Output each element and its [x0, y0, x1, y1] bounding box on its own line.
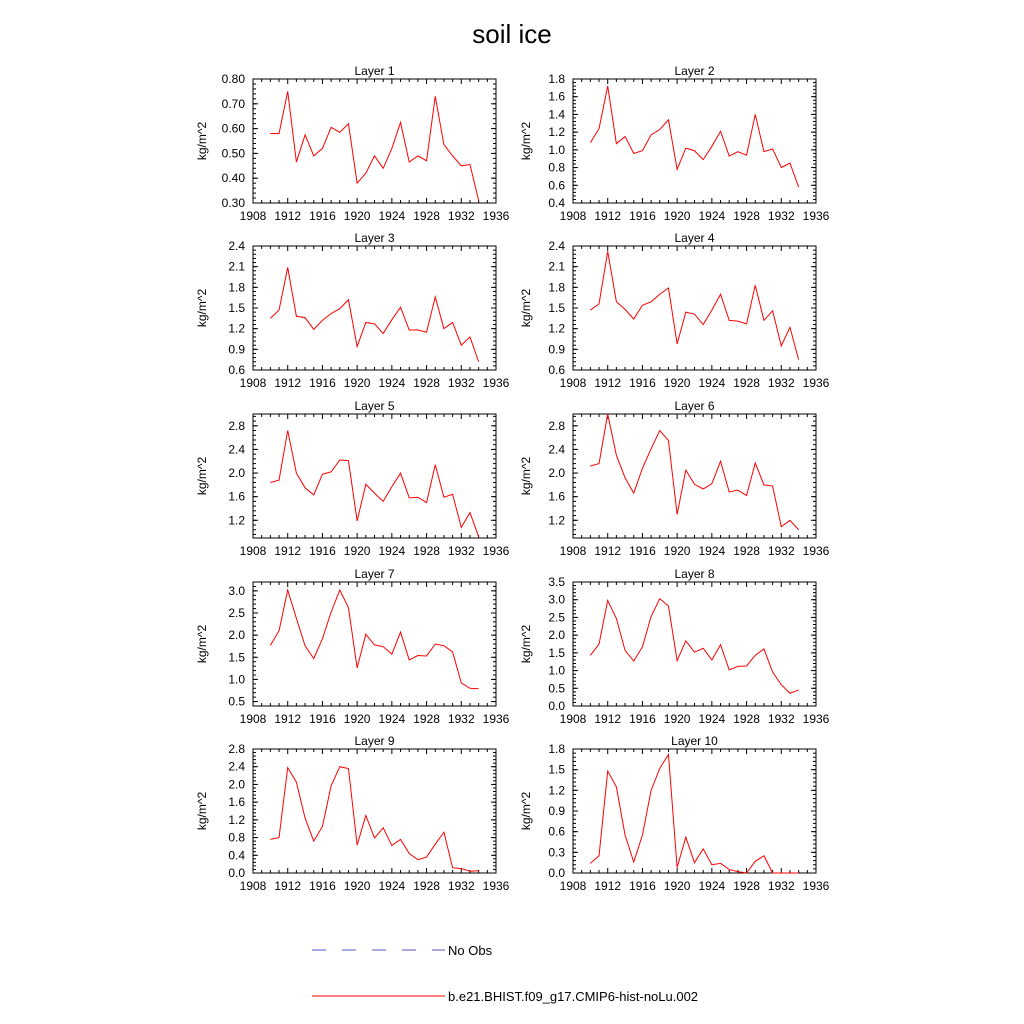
panel-layer-7	[195, 567, 510, 726]
x-tick-label: 1924	[698, 209, 726, 223]
x-tick-label: 1912	[594, 376, 622, 390]
y-axis-label: kg/m^2	[195, 791, 209, 831]
x-tick-label: 1928	[733, 712, 760, 726]
y-tick-label: 1.8	[548, 72, 565, 86]
series-line	[270, 590, 478, 689]
panel-layer-8	[519, 567, 830, 726]
x-tick-label: 1936	[482, 712, 510, 726]
x-tick-label: 1924	[698, 712, 726, 726]
x-tick-label: 1908	[559, 879, 587, 893]
y-tick-label: 1.5	[548, 301, 565, 315]
x-tick-label: 1908	[239, 376, 267, 390]
series-line	[590, 86, 798, 187]
x-tick-label: 1920	[343, 209, 371, 223]
y-axis-label: kg/m^2	[519, 456, 533, 496]
y-tick-label: 1.5	[548, 762, 565, 777]
x-tick-label: 1936	[482, 879, 510, 893]
y-tick-label: 2.0	[548, 628, 565, 643]
x-tick-label: 1912	[274, 712, 302, 726]
panel-title: Layer 7	[354, 567, 395, 581]
y-tick-label: 0.6	[548, 178, 565, 193]
y-tick-label: 0.60	[221, 121, 245, 136]
x-tick-label: 1916	[629, 712, 656, 726]
y-axis-label: kg/m^2	[195, 121, 209, 161]
x-tick-label: 1916	[629, 209, 656, 223]
x-tick-label: 1916	[629, 879, 656, 893]
y-axis-label: kg/m^2	[195, 624, 209, 664]
x-tick-label: 1920	[663, 376, 691, 390]
figure-title: soil ice	[472, 19, 552, 49]
y-tick-label: 0.8	[228, 830, 245, 845]
y-tick-label: 0.5	[548, 681, 565, 696]
x-tick-label: 1936	[802, 544, 830, 558]
panel-title: Layer 5	[354, 399, 395, 413]
x-tick-label: 1920	[343, 712, 371, 726]
panel-title: Layer 8	[674, 567, 715, 581]
y-tick-label: 2.5	[548, 610, 565, 625]
x-tick-label: 1912	[274, 376, 302, 390]
x-tick-label: 1916	[309, 712, 336, 726]
y-tick-label: 1.2	[548, 783, 565, 798]
x-tick-label: 1932	[767, 544, 795, 558]
series-line	[270, 767, 478, 872]
legend-label-model: b.e21.BHIST.f09_g17.CMIP6-hist-noLu.002	[448, 989, 699, 1004]
x-tick-label: 1924	[698, 376, 726, 390]
panel-layer-6	[519, 399, 830, 558]
panel-layer-9	[195, 734, 510, 893]
y-tick-label: 1.0	[228, 672, 245, 687]
plot-frame	[253, 79, 496, 203]
x-tick-label: 1924	[378, 209, 406, 223]
y-tick-label: 1.8	[228, 280, 245, 295]
x-tick-label: 1912	[274, 544, 302, 558]
plot-frame	[253, 582, 496, 706]
plot-frame	[253, 749, 496, 873]
panel-layer-2	[519, 64, 830, 223]
x-tick-label: 1928	[733, 376, 760, 390]
y-axis-label: kg/m^2	[195, 456, 209, 496]
x-tick-label: 1936	[802, 376, 830, 390]
x-tick-label: 1932	[767, 712, 795, 726]
y-tick-label: 1.8	[548, 280, 565, 295]
x-tick-label: 1912	[594, 209, 622, 223]
y-tick-label: 1.4	[548, 107, 565, 122]
y-tick-label: 3.0	[548, 592, 565, 607]
y-axis-label: kg/m^2	[519, 624, 533, 664]
panel-layer-3	[195, 231, 510, 390]
panel-layer-1	[195, 64, 510, 223]
x-tick-label: 1932	[447, 879, 475, 893]
x-tick-label: 1928	[413, 376, 440, 390]
series-line	[590, 252, 798, 360]
y-tick-label: 0.9	[228, 342, 245, 357]
y-tick-label: 1.5	[228, 650, 245, 665]
y-tick-label: 0.5	[228, 694, 245, 709]
x-tick-label: 1912	[594, 712, 622, 726]
x-tick-label: 1912	[594, 879, 622, 893]
plot-frame	[573, 749, 816, 873]
x-tick-label: 1924	[378, 712, 406, 726]
y-tick-label: 2.0	[228, 466, 245, 481]
y-tick-label: 2.4	[228, 239, 245, 253]
x-tick-label: 1912	[274, 209, 302, 223]
x-tick-label: 1920	[663, 209, 691, 223]
x-tick-label: 1928	[733, 879, 760, 893]
y-tick-label: 1.6	[548, 89, 565, 104]
panel-title: Layer 9	[354, 734, 395, 748]
x-tick-label: 1932	[767, 376, 795, 390]
y-tick-label: 0.50	[221, 146, 245, 161]
x-tick-label: 1928	[733, 209, 760, 223]
x-tick-label: 1936	[482, 544, 510, 558]
x-tick-label: 1916	[309, 879, 336, 893]
x-tick-label: 1928	[413, 544, 440, 558]
y-tick-label: 2.0	[548, 466, 565, 481]
y-tick-label: 2.8	[548, 418, 565, 433]
x-tick-label: 1912	[274, 879, 302, 893]
y-tick-label: 2.4	[548, 239, 565, 253]
y-axis-label: kg/m^2	[195, 288, 209, 328]
y-tick-label: 0.40	[221, 171, 245, 186]
x-tick-label: 1912	[594, 544, 622, 558]
plot-frame	[573, 246, 816, 370]
x-tick-label: 1920	[663, 544, 691, 558]
x-tick-label: 1932	[767, 209, 795, 223]
x-tick-label: 1924	[378, 544, 406, 558]
y-tick-label: 1.6	[228, 489, 245, 504]
panel-layer-4	[519, 231, 830, 390]
x-tick-label: 1932	[447, 209, 475, 223]
y-tick-label: 0.0	[548, 866, 565, 880]
x-tick-label: 1924	[378, 376, 406, 390]
x-tick-label: 1936	[802, 209, 830, 223]
panel-title: Layer 2	[674, 64, 715, 78]
y-tick-label: 0.6	[228, 363, 245, 377]
panel-title: Layer 6	[674, 399, 715, 413]
x-tick-label: 1916	[309, 544, 336, 558]
y-tick-label: 2.8	[228, 742, 245, 756]
series-line	[270, 267, 478, 361]
y-tick-label: 0.0	[228, 866, 245, 880]
x-tick-label: 1920	[343, 544, 371, 558]
x-tick-label: 1928	[413, 209, 440, 223]
y-tick-label: 1.6	[228, 795, 245, 810]
y-tick-label: 0.30	[221, 196, 245, 210]
y-tick-label: 2.5	[228, 606, 245, 620]
x-tick-label: 1920	[343, 376, 371, 390]
y-tick-label: 0.6	[548, 824, 565, 839]
y-tick-label: 2.1	[228, 259, 245, 274]
x-tick-label: 1920	[343, 879, 371, 893]
panel-layer-10	[519, 734, 830, 893]
y-tick-label: 2.0	[228, 628, 245, 643]
y-axis-label: kg/m^2	[519, 288, 533, 328]
x-tick-label: 1936	[482, 209, 510, 223]
plot-frame	[253, 246, 496, 370]
y-tick-label: 2.0	[228, 777, 245, 792]
y-tick-label: 0.4	[548, 196, 565, 210]
x-tick-label: 1920	[663, 879, 691, 893]
y-tick-label: 0.6	[548, 363, 565, 377]
x-tick-label: 1936	[802, 879, 830, 893]
y-tick-label: 1.8	[548, 742, 565, 756]
x-tick-label: 1908	[559, 544, 587, 558]
panel-grid	[195, 64, 830, 893]
y-tick-label: 2.4	[548, 442, 565, 457]
y-tick-label: 0.3	[548, 845, 565, 860]
x-tick-label: 1936	[482, 376, 510, 390]
panel-title: Layer 1	[354, 64, 395, 78]
y-tick-label: 0.8	[548, 160, 565, 175]
y-tick-label: 1.2	[548, 513, 565, 528]
x-tick-label: 1924	[698, 879, 726, 893]
y-tick-label: 0.0	[548, 699, 565, 713]
series-line	[590, 599, 798, 694]
x-tick-label: 1924	[378, 879, 406, 893]
y-tick-label: 2.4	[228, 442, 245, 457]
y-tick-label: 1.2	[548, 321, 565, 336]
x-tick-label: 1908	[239, 209, 267, 223]
y-tick-label: 3.5	[548, 575, 565, 589]
x-tick-label: 1908	[559, 712, 587, 726]
y-tick-label: 1.2	[228, 321, 245, 336]
series-line	[590, 414, 798, 530]
panel-layer-5	[195, 399, 510, 558]
x-tick-label: 1916	[309, 209, 336, 223]
x-tick-label: 1908	[559, 376, 587, 390]
panel-title: Layer 3	[354, 231, 395, 245]
x-tick-label: 1932	[767, 879, 795, 893]
y-tick-label: 0.9	[548, 804, 565, 818]
x-tick-label: 1932	[447, 376, 475, 390]
x-tick-label: 1924	[698, 544, 726, 558]
x-tick-label: 1920	[663, 712, 691, 726]
x-tick-label: 1916	[629, 376, 656, 390]
y-tick-label: 0.70	[221, 96, 245, 111]
x-tick-label: 1932	[447, 712, 475, 726]
panel-title: Layer 4	[674, 231, 715, 245]
y-tick-label: 1.6	[548, 489, 565, 504]
y-tick-label: 1.2	[228, 513, 245, 528]
x-tick-label: 1928	[733, 544, 760, 558]
x-tick-label: 1908	[239, 879, 267, 893]
plot-frame	[573, 582, 816, 706]
series-line	[270, 91, 478, 200]
x-tick-label: 1928	[413, 712, 440, 726]
x-tick-label: 1928	[413, 879, 440, 893]
y-tick-label: 2.1	[548, 259, 565, 274]
x-tick-label: 1908	[559, 209, 587, 223]
y-tick-label: 1.2	[548, 125, 565, 140]
x-tick-label: 1916	[629, 544, 656, 558]
y-tick-label: 1.5	[548, 645, 565, 660]
y-axis-label: kg/m^2	[519, 791, 533, 831]
legend-label-no-obs: No Obs	[448, 943, 493, 958]
x-tick-label: 1908	[239, 712, 267, 726]
y-tick-label: 1.2	[228, 812, 245, 827]
x-tick-label: 1916	[309, 376, 336, 390]
y-tick-label: 2.4	[228, 759, 245, 774]
x-tick-label: 1908	[239, 544, 267, 558]
series-line	[270, 431, 478, 537]
x-tick-label: 1932	[447, 544, 475, 558]
y-tick-label: 1.5	[228, 301, 245, 315]
series-line	[590, 755, 798, 873]
y-tick-label: 0.4	[228, 848, 245, 863]
y-tick-label: 3.0	[228, 583, 245, 598]
y-tick-label: 2.8	[228, 418, 245, 433]
y-tick-label: 1.0	[548, 663, 565, 678]
y-tick-label: 0.80	[221, 72, 245, 86]
x-tick-label: 1936	[802, 712, 830, 726]
legend	[312, 943, 698, 1004]
y-tick-label: 0.9	[548, 342, 565, 357]
y-tick-label: 1.0	[548, 142, 565, 157]
y-axis-label: kg/m^2	[519, 121, 533, 161]
panel-title: Layer 10	[671, 734, 718, 748]
